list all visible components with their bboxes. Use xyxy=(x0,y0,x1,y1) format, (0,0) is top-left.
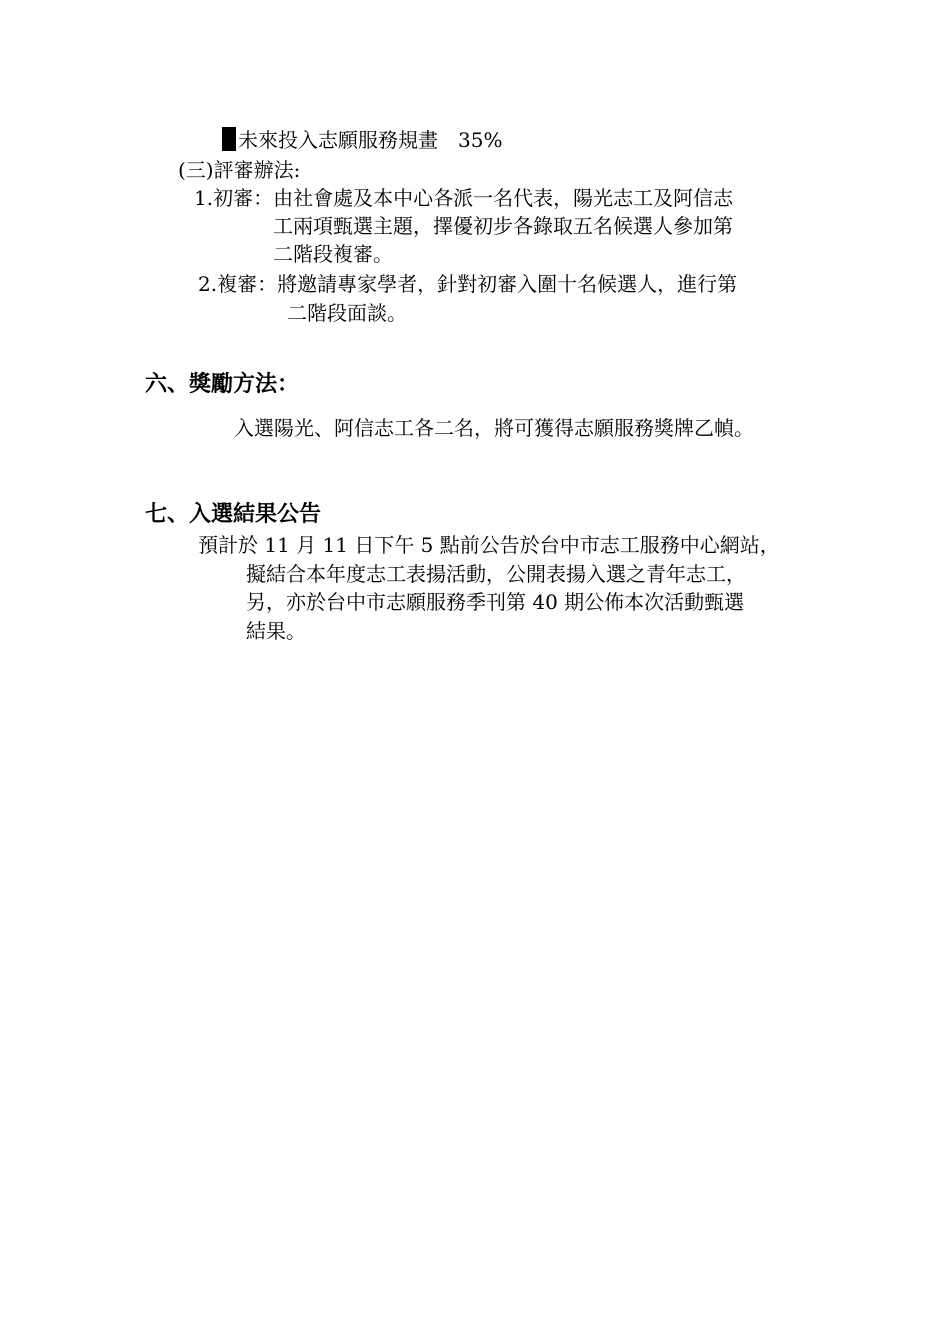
criteria-item-label: 未來投入志願服務規畫 xyxy=(238,128,438,152)
preliminary-review-line-3: 二階段複審。 xyxy=(273,242,393,266)
section-7-line-2: 擬結合本年度志工表揚活動，公開表揚入選之青年志工， xyxy=(246,562,746,586)
final-review-line-2: 二階段面談。 xyxy=(287,301,407,325)
preliminary-review-line-2: 工兩項甄選主題，擇優初步各錄取五名候選人參加第 xyxy=(273,214,733,238)
review-method-heading: (三)評審辦法: xyxy=(178,158,301,182)
bullet-square-icon xyxy=(222,127,236,151)
section-6-title: 六、獎勵方法： xyxy=(145,371,300,397)
section-6-body: 入選陽光、阿信志工各二名，將可獲得志願服務獎牌乙幀。 xyxy=(234,416,754,440)
preliminary-review-line-1: 1.初審：由社會處及本中心各派一名代表，陽光志工及阿信志 xyxy=(194,186,734,210)
final-review-line-1: 2.複審：將邀請專家學者，針對初審入圍十名候選人，進行第 xyxy=(198,272,738,296)
criteria-item xyxy=(222,126,502,154)
section-7-line-4: 結果。 xyxy=(246,619,306,643)
criteria-item-weight: 35% xyxy=(458,128,503,152)
section-7-title: 七、入選結果公告 xyxy=(145,501,322,527)
section-7-line-1: 預計於 11 月 11 日下午 5 點前公告於台中市志工服務中心網站， xyxy=(198,533,780,557)
section-7-line-3: 另，亦於台中市志願服務季刊第 40 期公佈本次活動甄選 xyxy=(246,590,745,614)
